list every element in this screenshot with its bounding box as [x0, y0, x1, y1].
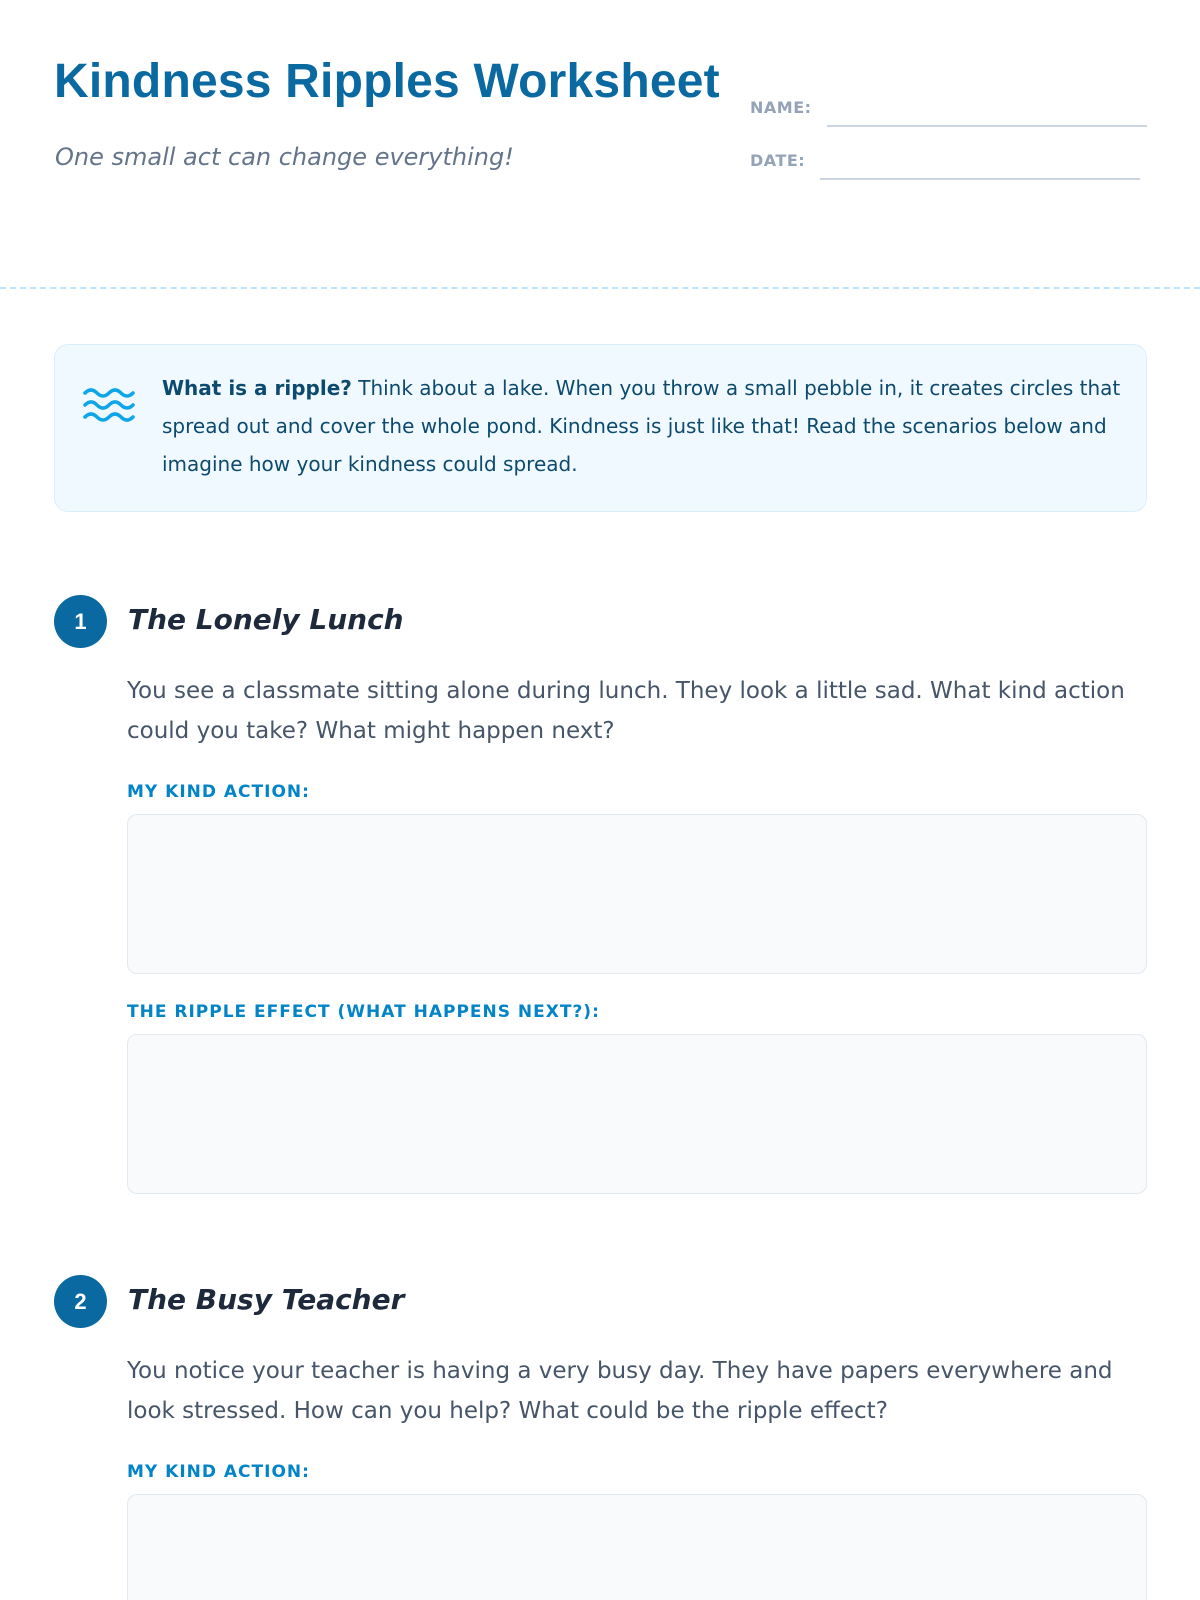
ripple-info-heading: What is a ripple? [162, 376, 352, 400]
page-subtitle: One small act can change everything! [55, 143, 514, 171]
ripple-effect-answer-box[interactable] [127, 1034, 1147, 1194]
worksheet-header [0, 0, 1200, 290]
page-title: Kindness Ripples Worksheet [54, 55, 720, 108]
kind-action-label: MY KIND ACTION: [127, 782, 310, 802]
scenario-title: The Busy Teacher [128, 1283, 405, 1316]
kind-action-label: MY KIND ACTION: [127, 1462, 310, 1482]
scenario-description: You see a classmate sitting alone during lunch. They look a little sad. What kind action could you take? What might happen next? [127, 678, 1125, 744]
name-field[interactable] [827, 99, 1147, 127]
scenario-description: You notice your teacher is having a very busy day. They have papers everywhere and look stressed. How can you help? What could be the ripple effect? [127, 1358, 1113, 1424]
waves-icon [83, 385, 135, 427]
scenario-title: The Lonely Lunch [128, 603, 404, 636]
kind-action-answer-box[interactable] [127, 1494, 1147, 1600]
ripple-effect-label: THE RIPPLE EFFECT (WHAT HAPPENS NEXT?): [127, 1002, 600, 1022]
ripple-info-body: Think about a lake. When you throw a small pebble in, it creates circles that spread out and cover the whole pond. Kindness is just like that! Read the scenarios below and imagine how your kindness could spread. [162, 376, 1121, 476]
scenario-number-badge: 2 [54, 1275, 107, 1328]
name-label: NAME: [750, 98, 812, 117]
scenario-number-badge: 1 [54, 595, 107, 648]
date-field[interactable] [820, 152, 1140, 180]
ripple-info-text [162, 369, 1122, 483]
header-divider [0, 287, 1200, 289]
kind-action-answer-box[interactable] [127, 814, 1147, 974]
ripple-info-box [54, 344, 1147, 512]
date-label: DATE: [750, 151, 806, 170]
